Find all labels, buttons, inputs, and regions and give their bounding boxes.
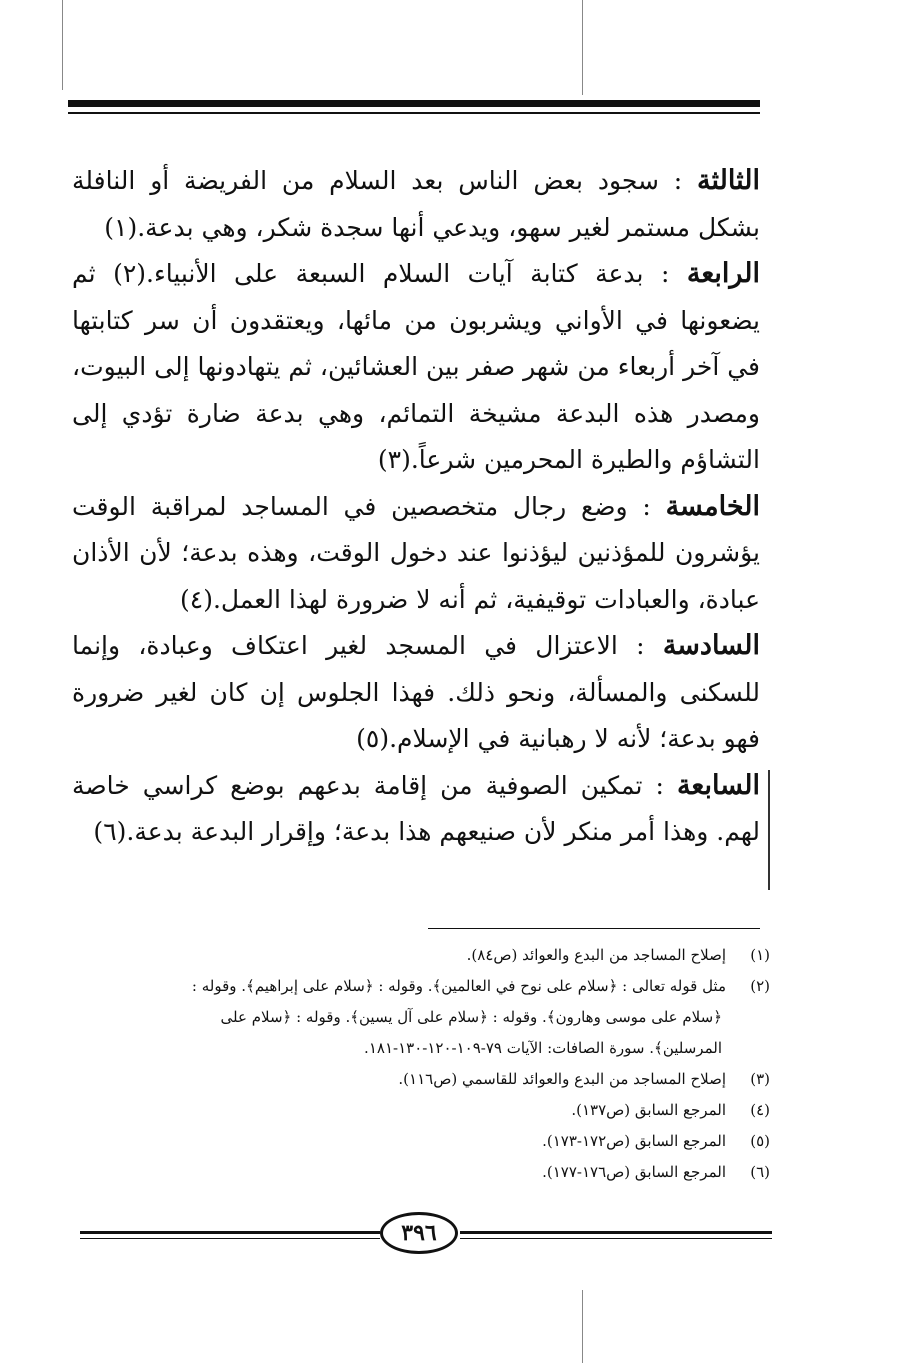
page-number: ٣٩٦ bbox=[380, 1212, 458, 1254]
footer-rule-left-thin bbox=[80, 1238, 380, 1239]
paragraph-label: الخامسة bbox=[665, 490, 760, 522]
footnote-separator bbox=[428, 928, 760, 929]
footnote-text: المرجع السابق (ص١٧٦-١٧٧). bbox=[542, 1163, 726, 1181]
paragraph-text: : وضع رجال متخصصين في المساجد لمراقبة الوقت يؤشرون للمؤذنين ليؤذنوا عند دخول الوقت، وهذه بدعة؛ لأن الأذان عبادة، والعبادات توقيفية، ثم أنه لا ضرورة لهذا العمل.(٤) bbox=[72, 491, 760, 614]
footnote-text: المرسلين﴾. سورة الصافات: الآيات ٧٩-١٠٩-١٢٠-١٣٠-١٨١. bbox=[364, 1039, 722, 1057]
footnote-number: (٦) bbox=[750, 1163, 770, 1181]
footnote-text: ﴿سلام على موسى وهارون﴾. وقوله : ﴿سلام على آل يسين﴾. وقوله : ﴿سلام على bbox=[220, 1008, 722, 1026]
footnote-2-continued bbox=[82, 1033, 770, 1064]
footnotes bbox=[82, 940, 770, 1188]
paragraph-label: الرابعة bbox=[686, 258, 760, 289]
paragraph-seventh bbox=[72, 763, 760, 856]
footnote-number: (١) bbox=[750, 946, 770, 964]
paragraph-label: السابعة bbox=[676, 769, 760, 801]
header-rule-thick bbox=[68, 100, 760, 107]
paragraph-third bbox=[72, 158, 760, 251]
scan-artifact bbox=[62, 0, 63, 90]
paragraph-text: : بدعة كتابة آيات السلام السبعة على الأنبياء.(٢) ثم يضعونها في الأواني ويشربون من مائها، ويعتقدون أن سر كتابتها في آخر أربعاء من شهر صفر بين العشائين، ثم يتهادونها إلى البيوت، ومصدر هذه البدعة مشيخة التمائم، وهي بدعة ضارة تؤدي إلى التشاؤم والطيرة المحرمين شرعاً.(٣) bbox=[72, 259, 760, 474]
footnote-number: (٥) bbox=[750, 1132, 770, 1150]
paragraph-label: الثالثة bbox=[697, 165, 760, 196]
footnote-number: (٢) bbox=[750, 977, 770, 995]
footnote-text: المرجع السابق (ص١٣٧). bbox=[571, 1101, 726, 1119]
footnote-number: (٣) bbox=[750, 1070, 770, 1088]
paragraph-fifth bbox=[72, 484, 760, 624]
footer-rule-right bbox=[460, 1231, 772, 1234]
paragraph-label: السادسة bbox=[662, 630, 760, 661]
paragraph-text: : سجود بعض الناس بعد السلام من الفريضة أو النافلة بشكل مستمر لغير سهو، ويدعي أنها سجدة شكر، وهي بدعة.(١) bbox=[72, 166, 760, 242]
footer-rule-right-thin bbox=[460, 1238, 772, 1239]
paragraph-text: : تمكين الصوفية من إقامة بدعهم بوضع كراسي خاصة لهم. وهذا أمر منكر لأن صنيعهم هذا بدعة؛ وإقرار البدعة بدعة.(٦) bbox=[72, 770, 760, 846]
main-text bbox=[72, 158, 760, 856]
paragraph-sixth bbox=[72, 623, 760, 763]
footnote-4 bbox=[82, 1095, 770, 1126]
paragraph-text: : الاعتزال في المسجد لغير اعتكاف وعبادة، وإنما للسكنى والمسألة، ونحو ذلك. فهذا الجلوس إن كان لغير ضرورة فهو بدعة؛ لأنه لا رهبانية في الإسلام.(٥) bbox=[72, 631, 760, 753]
footnote-text: المرجع السابق (ص١٧٢-١٧٣). bbox=[542, 1132, 726, 1150]
header-rule-thin bbox=[68, 112, 760, 114]
footnote-2-continued bbox=[82, 1002, 770, 1033]
footnote-number: (٤) bbox=[750, 1101, 770, 1119]
footnote-1 bbox=[82, 940, 770, 971]
scan-artifact bbox=[582, 1290, 583, 1363]
footnote-text: إصلاح المساجد من البدع والعوائد (ص٨٤). bbox=[466, 946, 726, 964]
footnote-6 bbox=[82, 1157, 770, 1188]
scan-artifact bbox=[582, 0, 583, 95]
footnote-5 bbox=[82, 1126, 770, 1157]
footnote-2 bbox=[82, 971, 770, 1002]
footnote-3 bbox=[82, 1064, 770, 1095]
footnote-text: إصلاح المساجد من البدع والعوائد للقاسمي (ص١١٦). bbox=[398, 1070, 726, 1088]
paragraph-fourth bbox=[72, 251, 760, 484]
footnote-text: مثل قوله تعالى : ﴿سلام على نوح في العالمين﴾. وقوله : ﴿سلام على إبراهيم﴾. وقوله : bbox=[191, 977, 726, 995]
footer-rule-left bbox=[80, 1231, 380, 1234]
scan-artifact bbox=[768, 770, 770, 890]
